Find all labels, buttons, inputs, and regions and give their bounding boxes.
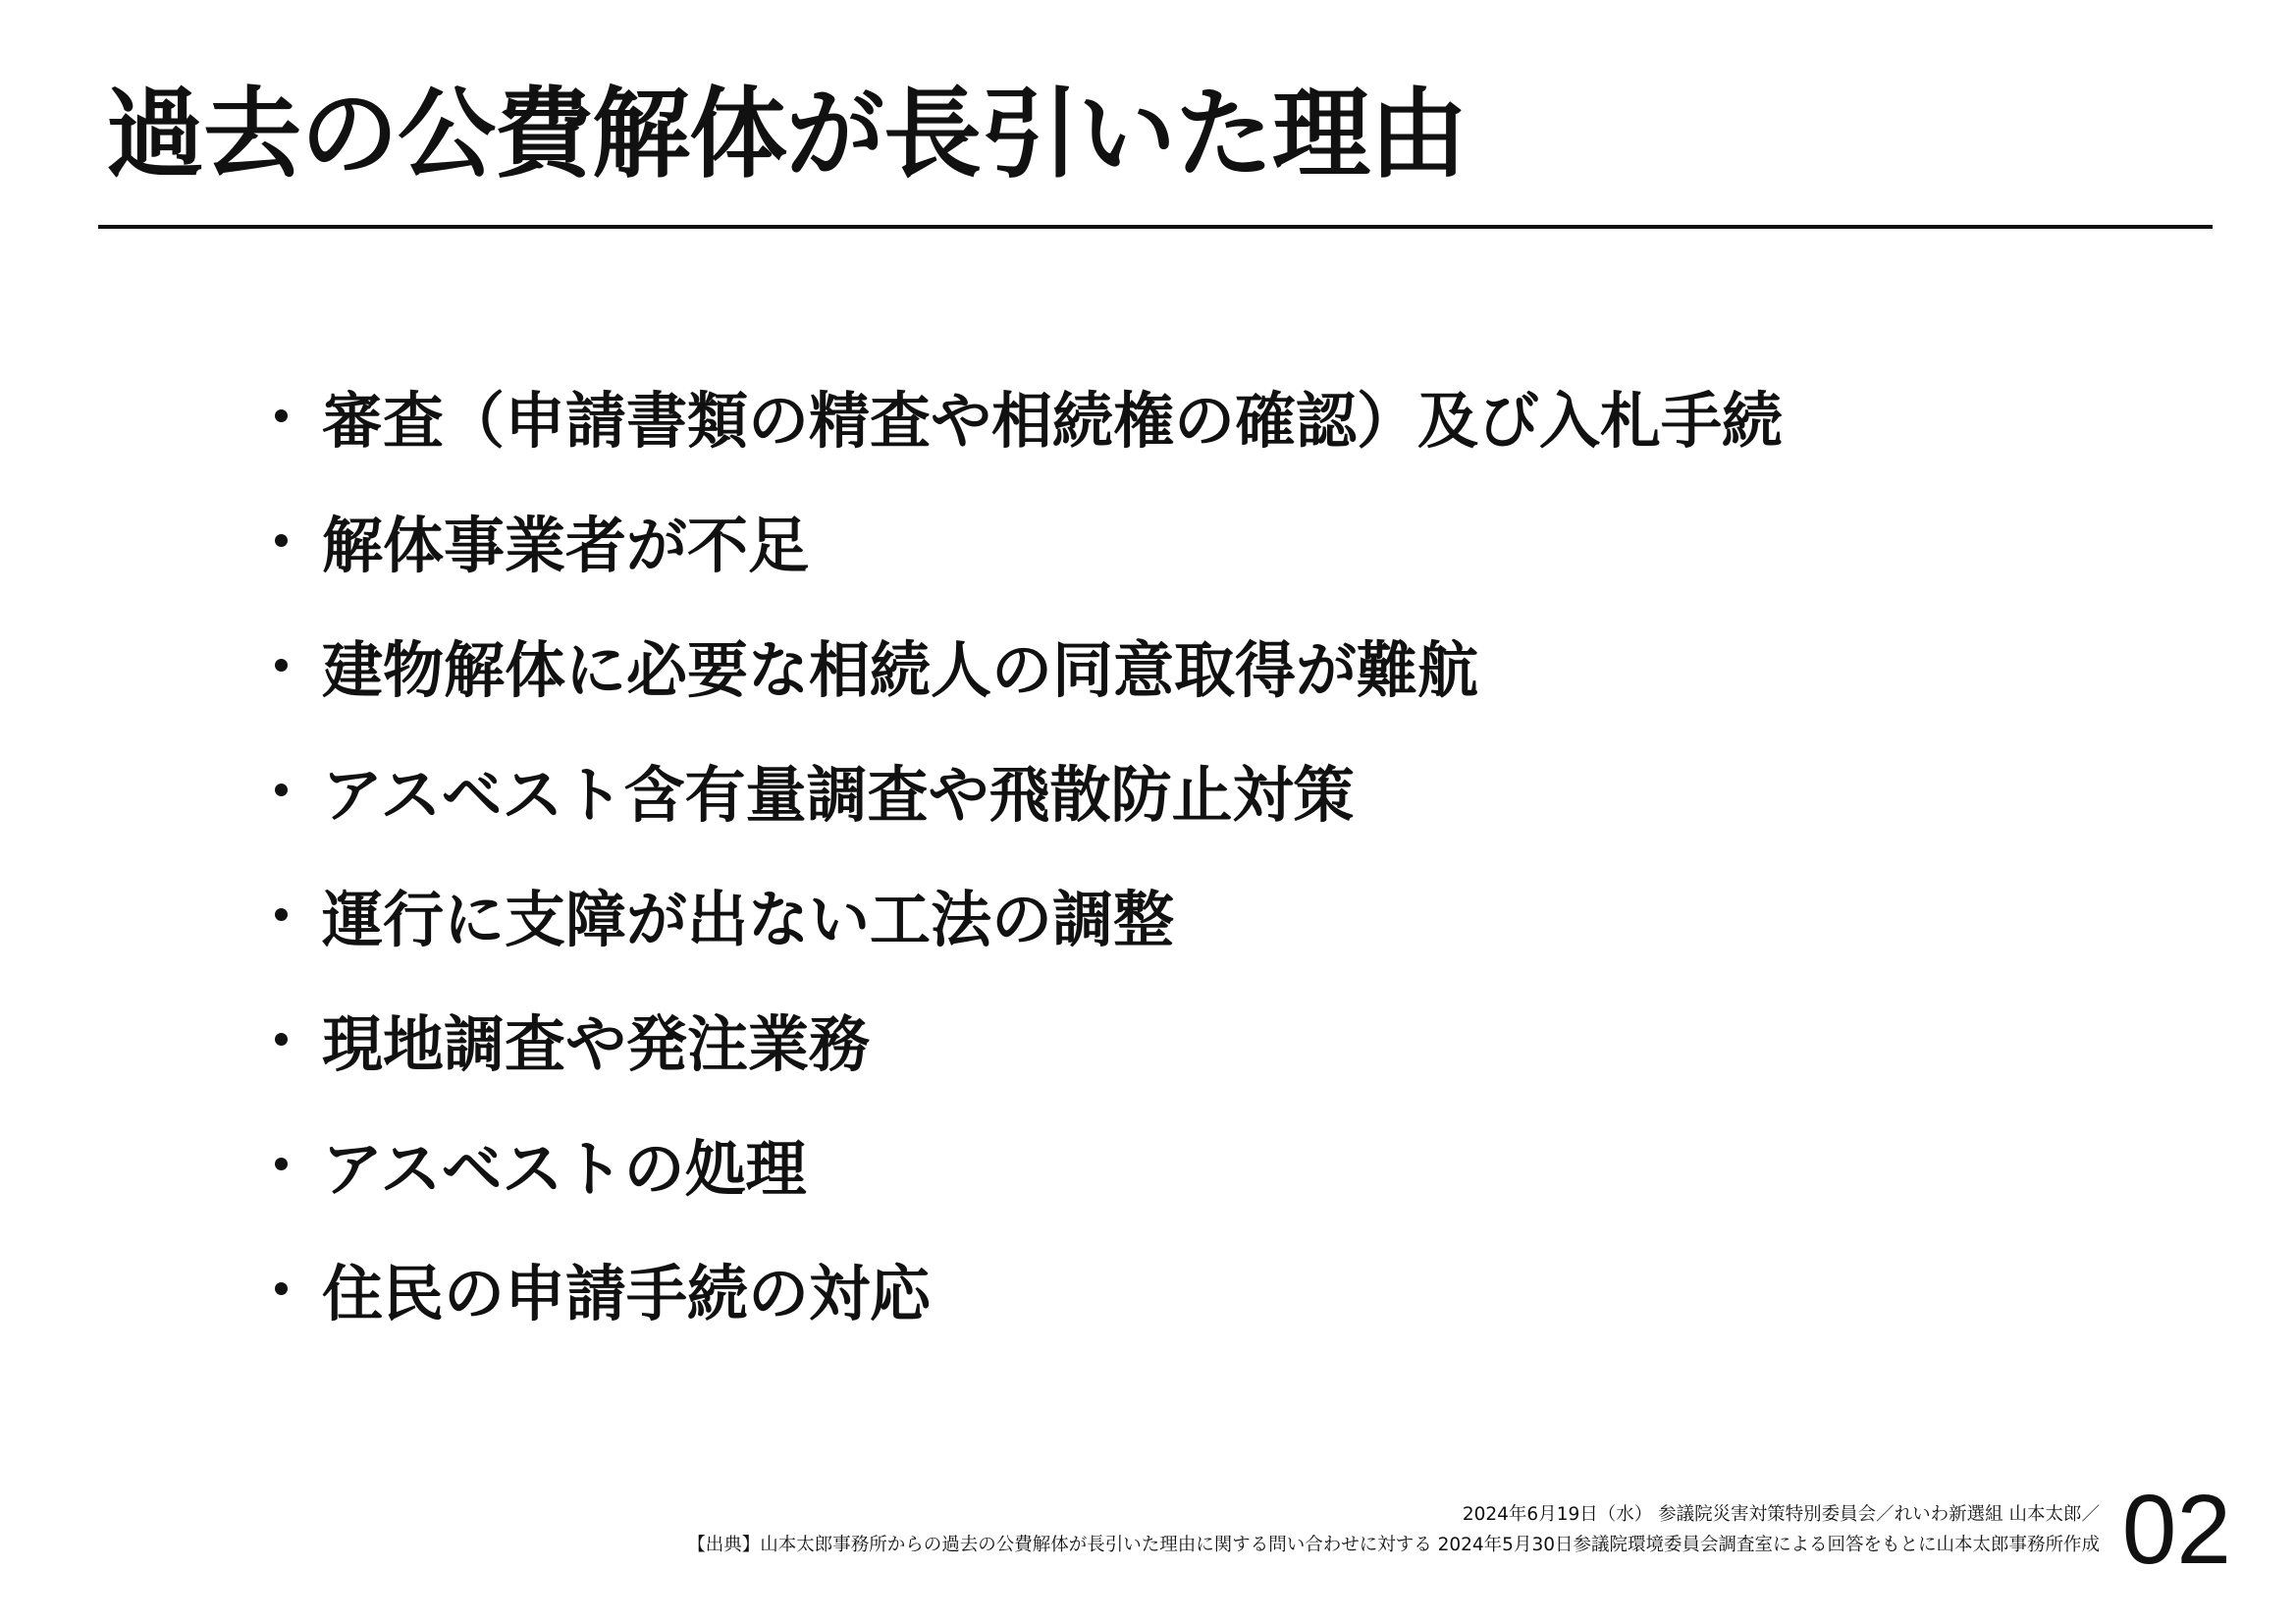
list-item [265,1226,1783,1351]
list-item [265,977,1783,1102]
bullet-icon [275,659,288,672]
list-item-text: アスベストの処理 [322,1133,807,1205]
list-item-text: 運行に支障が出ない工法の調整 [322,884,1175,955]
list-item-text: 現地調査や発注業務 [322,1008,871,1080]
list-item-text: 審査（申請書類の精査や相続権の確認）及び入札手続 [322,385,1784,457]
list-item-text: 解体事業者が不足 [322,510,810,581]
bullet-icon [275,784,288,796]
list-item [265,603,1783,728]
list-item-text: 住民の申請手続の対応 [322,1258,932,1329]
list-item [265,728,1783,852]
page-title: 過去の公費解体が長引いた理由 [106,77,1467,191]
bullet-icon [275,1158,288,1170]
list-item-text: 建物解体に必要な相続人の同意取得が難航 [322,634,1479,706]
footer-date-line: 2024年6月19日（水） 参議院災害対策特別委員会／れいわ新選組 山本太郎／ [1462,1504,2100,1525]
list-item [265,478,1783,603]
source-footer [687,1499,2100,1560]
bullet-icon [275,1033,288,1046]
title-divider [98,225,2213,229]
reasons-list [265,353,1783,1351]
footer-source-line: 【出典】山本太郎事務所からの過去の公費解体が長引いた理由に関する問い合わせに対する 2024年5月30日参議院環境委員会調査室による回答をもとに山本太郎事務所作成 [687,1535,2100,1555]
list-item [265,353,1783,478]
bullet-icon [275,908,288,921]
bullet-icon [275,534,288,547]
list-item [265,852,1783,977]
bullet-icon [275,409,288,422]
bullet-icon [275,1282,288,1295]
slide-number: 02 [2121,1475,2231,1585]
list-item-text: アスベスト含有量調査や飛散防止対策 [322,759,1355,831]
list-item [265,1102,1783,1226]
